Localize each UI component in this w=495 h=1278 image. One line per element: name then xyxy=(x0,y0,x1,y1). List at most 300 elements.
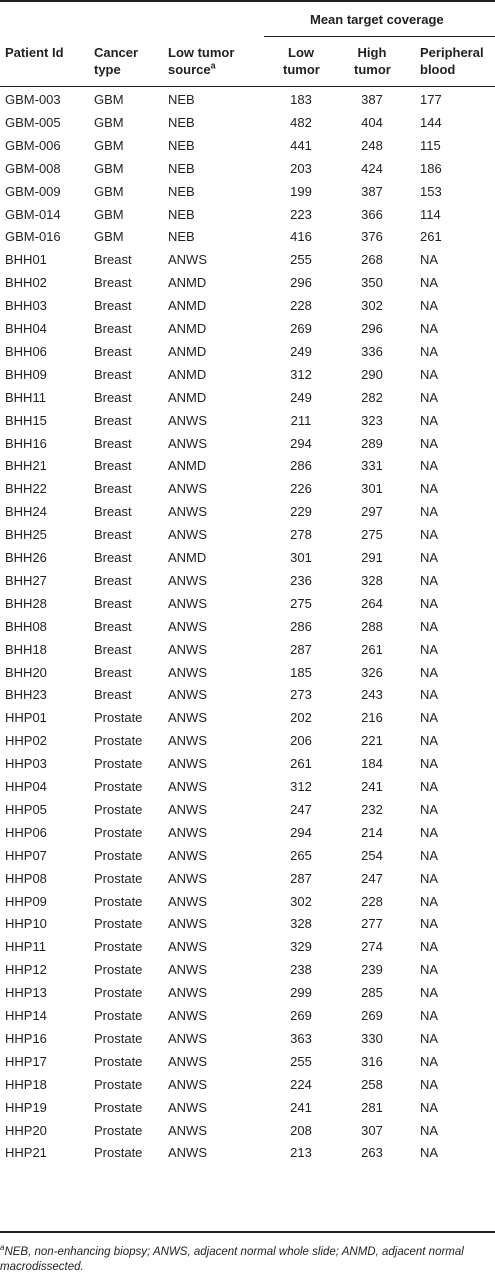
low-tumor-source-cell: ANWS xyxy=(168,252,207,268)
patient-id-cell: BHH15 xyxy=(5,412,47,428)
cancer-type-cell: Prostate xyxy=(94,1030,143,1046)
high-tumor-cell: 296 xyxy=(361,321,383,336)
low-tumor-source-cell: NEB xyxy=(168,137,195,153)
table-row xyxy=(0,387,495,409)
table-row xyxy=(0,1005,495,1027)
table-row xyxy=(0,1074,495,1096)
cancer-type-cell: Prostate xyxy=(94,710,143,726)
table-row xyxy=(0,1142,495,1164)
table-row xyxy=(0,822,495,844)
low-tumor-source-cell: ANWS xyxy=(168,435,207,451)
table-row xyxy=(0,868,495,890)
patient-id-cell: BHH03 xyxy=(5,298,47,314)
cancer-type-cell: Prostate xyxy=(94,893,143,909)
low-tumor-cell: 199 xyxy=(290,183,312,199)
low-tumor-cell: 213 xyxy=(290,1145,312,1161)
high-tumor-cell: 326 xyxy=(361,664,383,680)
table-row xyxy=(0,593,495,615)
peripheral-blood-cell: 114 xyxy=(420,206,441,222)
patient-id-cell: HHP16 xyxy=(5,1030,47,1046)
low-tumor-source-cell: ANMD xyxy=(168,389,207,405)
low-tumor-cell: 249 xyxy=(290,389,312,405)
low-tumor-source-cell: ANWS xyxy=(168,847,207,863)
cancer-type-cell: Breast xyxy=(94,412,132,428)
low-tumor-cell: 223 xyxy=(290,206,312,222)
low-tumor-cell: 312 xyxy=(290,366,312,382)
low-tumor-cell: 287 xyxy=(290,641,312,657)
high-tumor-cell: 323 xyxy=(361,412,383,428)
high-tumor-cell: 328 xyxy=(361,572,383,588)
low-tumor-cell: 286 xyxy=(290,458,312,474)
low-tumor-cell: 302 xyxy=(290,893,312,909)
low-tumor-source-cell: ANMD xyxy=(168,458,207,474)
peripheral-blood-cell: NA xyxy=(420,527,439,543)
low-tumor-cell: 206 xyxy=(290,733,312,749)
table-row xyxy=(0,249,495,271)
low-tumor-cell: 265 xyxy=(290,847,312,863)
patient-id-cell: GBM-006 xyxy=(5,137,61,153)
cancer-type-cell: Prostate xyxy=(94,939,143,955)
high-tumor-cell: 307 xyxy=(361,1122,383,1138)
table-row xyxy=(0,776,495,798)
peripheral-blood-cell: NA xyxy=(420,1145,439,1161)
high-tumor-cell: 228 xyxy=(361,893,383,909)
low-tumor-cell: 301 xyxy=(290,550,312,565)
peripheral-blood-cell: NA xyxy=(420,458,439,474)
header-low-tumor-source: Low tumor source$^a$ xyxy=(168,45,235,77)
header-low-tumor: Low tumor xyxy=(283,45,320,77)
high-tumor-cell: 316 xyxy=(361,1053,383,1069)
patient-id-cell: HHP13 xyxy=(5,985,47,1001)
low-tumor-cell: 228 xyxy=(290,298,312,314)
low-tumor-source-cell: ANWS xyxy=(168,870,207,886)
high-tumor-cell: 269 xyxy=(361,1008,383,1023)
table-row xyxy=(0,753,495,775)
table-row xyxy=(0,1097,495,1119)
header-peripheral-blood: Peripheral blood xyxy=(420,45,484,77)
cancer-type-cell: Prostate xyxy=(94,1076,143,1092)
top-rule xyxy=(0,0,495,2)
cancer-type-cell: Breast xyxy=(94,572,132,588)
peripheral-blood-cell: NA xyxy=(420,1076,439,1092)
high-tumor-cell: 263 xyxy=(361,1145,383,1161)
low-tumor-cell: 208 xyxy=(290,1122,312,1138)
peripheral-blood-cell: NA xyxy=(420,733,439,749)
high-tumor-cell: 301 xyxy=(361,481,383,497)
peripheral-blood-cell: NA xyxy=(420,1099,439,1115)
peripheral-blood-cell: NA xyxy=(420,710,439,726)
table-row xyxy=(0,524,495,546)
low-tumor-source-cell: ANWS xyxy=(168,733,207,749)
table-row xyxy=(0,845,495,867)
patient-id-cell: BHH09 xyxy=(5,366,47,382)
low-tumor-source-cell: ANMD xyxy=(168,321,207,336)
patient-id-cell: HHP06 xyxy=(5,824,47,840)
header-patient-id: Patient Id xyxy=(5,45,64,60)
table-row xyxy=(0,478,495,500)
header-rule xyxy=(0,86,495,87)
peripheral-blood-cell: NA xyxy=(420,1008,439,1023)
low-tumor-source-cell: NEB xyxy=(168,206,195,222)
cancer-type-cell: Prostate xyxy=(94,801,143,817)
patient-id-cell: BHH22 xyxy=(5,481,47,497)
high-tumor-cell: 261 xyxy=(361,641,383,657)
cancer-type-cell: Breast xyxy=(94,343,132,359)
cancer-type-cell: Prostate xyxy=(94,985,143,1001)
table-row xyxy=(0,455,495,477)
peripheral-blood-cell: NA xyxy=(420,756,439,772)
table-row xyxy=(0,226,495,248)
cancer-type-cell: Prostate xyxy=(94,733,143,749)
peripheral-blood-cell: NA xyxy=(420,1053,439,1069)
peripheral-blood-cell: 115 xyxy=(420,137,441,153)
low-tumor-cell: 296 xyxy=(290,275,312,291)
bottom-rule xyxy=(0,1231,495,1233)
high-tumor-cell: 221 xyxy=(361,733,383,749)
low-tumor-cell: 249 xyxy=(290,343,312,359)
peripheral-blood-cell: NA xyxy=(420,779,439,794)
low-tumor-source-cell: ANMD xyxy=(168,343,207,359)
patient-id-cell: GBM-003 xyxy=(5,92,61,107)
high-tumor-cell: 289 xyxy=(361,435,383,451)
table-row xyxy=(0,341,495,363)
peripheral-blood-cell: NA xyxy=(420,252,439,268)
cancer-type-cell: Prostate xyxy=(94,1053,143,1069)
low-tumor-cell: 273 xyxy=(290,687,312,703)
cancer-type-cell: Breast xyxy=(94,550,132,565)
low-tumor-source-cell: ANWS xyxy=(168,504,207,520)
cancer-type-cell: GBM xyxy=(94,206,124,222)
patient-id-cell: BHH16 xyxy=(5,435,47,451)
cancer-type-cell: Prostate xyxy=(94,847,143,863)
low-tumor-cell: 299 xyxy=(290,985,312,1001)
low-tumor-cell: 278 xyxy=(290,527,312,543)
low-tumor-cell: 247 xyxy=(290,801,312,817)
table-row xyxy=(0,684,495,706)
low-tumor-source-cell: ANWS xyxy=(168,801,207,817)
cancer-type-cell: Prostate xyxy=(94,1145,143,1161)
peripheral-blood-cell: NA xyxy=(420,847,439,863)
cancer-type-cell: Breast xyxy=(94,687,132,703)
high-tumor-cell: 376 xyxy=(361,229,383,245)
high-tumor-cell: 268 xyxy=(361,252,383,268)
high-tumor-cell: 387 xyxy=(361,183,383,199)
cancer-type-cell: Breast xyxy=(94,527,132,543)
high-tumor-cell: 424 xyxy=(361,160,383,176)
table-row xyxy=(0,318,495,340)
low-tumor-cell: 269 xyxy=(290,1008,312,1023)
low-tumor-cell: 241 xyxy=(290,1099,312,1115)
low-tumor-cell: 329 xyxy=(290,939,312,955)
patient-id-cell: BHH28 xyxy=(5,595,47,611)
peripheral-blood-cell: NA xyxy=(420,595,439,611)
patient-id-cell: GBM-008 xyxy=(5,160,61,176)
low-tumor-cell: 255 xyxy=(290,1053,312,1069)
low-tumor-source-cell: ANWS xyxy=(168,1122,207,1138)
patient-id-cell: BHH11 xyxy=(5,389,46,405)
table-row xyxy=(0,936,495,958)
peripheral-blood-cell: 153 xyxy=(420,183,442,199)
cancer-type-cell: Prostate xyxy=(94,916,143,932)
high-tumor-cell: 281 xyxy=(361,1099,383,1115)
high-tumor-cell: 239 xyxy=(361,962,383,978)
low-tumor-source-cell: ANWS xyxy=(168,527,207,543)
high-tumor-cell: 184 xyxy=(361,756,383,772)
patient-id-cell: BHH06 xyxy=(5,343,47,359)
high-tumor-cell: 291 xyxy=(361,550,383,565)
table-row xyxy=(0,913,495,935)
table-row xyxy=(0,707,495,729)
cancer-type-cell: Prostate xyxy=(94,779,143,794)
low-tumor-source-cell: ANWS xyxy=(168,412,207,428)
patient-id-cell: GBM-005 xyxy=(5,114,61,130)
high-tumor-cell: 297 xyxy=(361,504,383,520)
table-row xyxy=(0,570,495,592)
low-tumor-source-cell: ANWS xyxy=(168,916,207,932)
high-tumor-cell: 290 xyxy=(361,366,383,382)
peripheral-blood-cell: 261 xyxy=(420,229,442,245)
high-tumor-cell: 302 xyxy=(361,298,383,314)
peripheral-blood-cell: NA xyxy=(420,618,439,634)
patient-id-cell: HHP03 xyxy=(5,756,47,772)
peripheral-blood-cell: NA xyxy=(420,687,439,703)
table-row xyxy=(0,799,495,821)
table-row xyxy=(0,959,495,981)
patient-id-cell: BHH08 xyxy=(5,618,47,634)
low-tumor-source-cell: ANWS xyxy=(168,1099,207,1115)
low-tumor-source-cell: NEB xyxy=(168,114,195,130)
peripheral-blood-cell: NA xyxy=(420,572,439,588)
patient-id-cell: HHP01 xyxy=(5,710,47,726)
low-tumor-cell: 328 xyxy=(290,916,312,932)
patient-id-cell: GBM-009 xyxy=(5,183,61,199)
table-row xyxy=(0,112,495,134)
table-row xyxy=(0,272,495,294)
patient-id-cell: BHH21 xyxy=(5,458,47,474)
table-row xyxy=(0,158,495,180)
high-tumor-cell: 277 xyxy=(361,916,383,932)
peripheral-blood-cell: NA xyxy=(420,389,439,405)
low-tumor-cell: 269 xyxy=(290,321,312,336)
low-tumor-cell: 255 xyxy=(290,252,312,268)
low-tumor-source-cell: ANWS xyxy=(168,893,207,909)
low-tumor-source-cell: NEB xyxy=(168,92,195,107)
high-tumor-cell: 247 xyxy=(361,870,383,886)
cancer-type-cell: Breast xyxy=(94,366,132,382)
cancer-type-cell: Prostate xyxy=(94,1099,143,1115)
peripheral-blood-cell: NA xyxy=(420,343,439,359)
patient-id-cell: BHH02 xyxy=(5,275,47,291)
patient-id-cell: BHH25 xyxy=(5,527,47,543)
low-tumor-source-cell: NEB xyxy=(168,229,195,245)
peripheral-blood-cell: 177 xyxy=(420,92,442,107)
low-tumor-cell: 226 xyxy=(290,481,312,497)
table-row xyxy=(0,89,495,111)
low-tumor-source-cell: ANWS xyxy=(168,756,207,772)
table-row xyxy=(0,547,495,569)
patient-id-cell: HHP07 xyxy=(5,847,47,863)
cancer-type-cell: GBM xyxy=(94,183,124,199)
high-tumor-cell: 241 xyxy=(361,779,383,794)
peripheral-blood-cell: NA xyxy=(420,801,439,817)
patient-id-cell: BHH27 xyxy=(5,572,47,588)
header-cancer-type: Cancer type xyxy=(94,45,139,77)
cancer-type-cell: Breast xyxy=(94,298,132,314)
table-row xyxy=(0,982,495,1004)
patient-id-cell: HHP11 xyxy=(5,939,46,955)
peripheral-blood-cell: NA xyxy=(420,321,439,336)
low-tumor-source-cell: ANWS xyxy=(168,641,207,657)
low-tumor-source-cell: ANWS xyxy=(168,962,207,978)
table-row xyxy=(0,364,495,386)
low-tumor-source-cell: ANWS xyxy=(168,985,207,1001)
table-row xyxy=(0,295,495,317)
low-tumor-source-cell: ANWS xyxy=(168,779,207,794)
low-tumor-source-cell: ANWS xyxy=(168,1030,207,1046)
low-tumor-cell: 286 xyxy=(290,618,312,634)
patient-id-cell: HHP05 xyxy=(5,801,47,817)
high-tumor-cell: 216 xyxy=(361,710,383,726)
low-tumor-cell: 363 xyxy=(290,1030,312,1046)
peripheral-blood-cell: 186 xyxy=(420,160,442,176)
cancer-type-cell: GBM xyxy=(94,114,124,130)
low-tumor-source-cell: ANWS xyxy=(168,1053,207,1069)
patient-id-cell: HHP17 xyxy=(5,1053,47,1069)
patient-id-cell: GBM-014 xyxy=(5,206,61,222)
high-tumor-cell: 232 xyxy=(361,801,383,817)
low-tumor-source-cell: ANWS xyxy=(168,1008,207,1023)
patient-id-cell: BHH26 xyxy=(5,550,47,565)
low-tumor-cell: 441 xyxy=(290,137,312,153)
peripheral-blood-cell: NA xyxy=(420,1030,439,1046)
low-tumor-cell: 294 xyxy=(290,824,312,840)
high-tumor-cell: 274 xyxy=(361,939,383,955)
peripheral-blood-cell: NA xyxy=(420,664,439,680)
low-tumor-source-cell: ANWS xyxy=(168,687,207,703)
patient-id-cell: HHP10 xyxy=(5,916,47,932)
cancer-type-cell: Breast xyxy=(94,321,132,336)
high-tumor-cell: 404 xyxy=(361,114,383,130)
low-tumor-source-cell: ANMD xyxy=(168,275,207,291)
low-tumor-source-cell: ANWS xyxy=(168,572,207,588)
low-tumor-source-cell: ANWS xyxy=(168,1145,207,1161)
table-row xyxy=(0,1051,495,1073)
group-header: Mean target coverage xyxy=(310,12,444,27)
patient-id-cell: HHP18 xyxy=(5,1076,47,1092)
low-tumor-source-cell: ANMD xyxy=(168,366,207,382)
peripheral-blood-cell: NA xyxy=(420,298,439,314)
peripheral-blood-cell: NA xyxy=(420,824,439,840)
peripheral-blood-cell: NA xyxy=(420,962,439,978)
cancer-type-cell: Prostate xyxy=(94,962,143,978)
peripheral-blood-cell: NA xyxy=(420,985,439,1001)
table-row xyxy=(0,891,495,913)
table-row xyxy=(0,662,495,684)
low-tumor-source-cell: ANWS xyxy=(168,595,207,611)
cancer-type-cell: Breast xyxy=(94,664,132,680)
patient-id-cell: GBM-016 xyxy=(5,229,61,245)
low-tumor-cell: 202 xyxy=(290,710,312,726)
cancer-type-cell: Breast xyxy=(94,275,132,291)
header-high-tumor: High tumor xyxy=(354,45,391,77)
high-tumor-cell: 288 xyxy=(361,618,383,634)
peripheral-blood-cell: NA xyxy=(420,893,439,909)
low-tumor-cell: 287 xyxy=(290,870,312,886)
group-rule xyxy=(264,36,495,37)
high-tumor-cell: 350 xyxy=(361,275,383,291)
table-row xyxy=(0,1120,495,1142)
low-tumor-source-cell: ANMD xyxy=(168,550,207,565)
cancer-type-cell: GBM xyxy=(94,92,124,107)
low-tumor-cell: 261 xyxy=(290,756,312,772)
table-row xyxy=(0,616,495,638)
patient-id-cell: HHP02 xyxy=(5,733,47,749)
low-tumor-source-cell: ANWS xyxy=(168,481,207,497)
table-row xyxy=(0,1028,495,1050)
peripheral-blood-cell: NA xyxy=(420,1122,439,1138)
cancer-type-cell: Breast xyxy=(94,435,132,451)
cancer-type-cell: GBM xyxy=(94,229,124,245)
cancer-type-cell: Prostate xyxy=(94,870,143,886)
high-tumor-cell: 331 xyxy=(361,458,383,474)
cancer-type-cell: Breast xyxy=(94,618,132,634)
low-tumor-cell: 416 xyxy=(290,229,312,245)
low-tumor-cell: 275 xyxy=(290,595,312,611)
cancer-type-cell: GBM xyxy=(94,160,124,176)
cancer-type-cell: Breast xyxy=(94,458,132,474)
high-tumor-cell: 285 xyxy=(361,985,383,1001)
low-tumor-source-cell: ANMD xyxy=(168,298,207,314)
patient-id-cell: HHP12 xyxy=(5,962,47,978)
low-tumor-cell: 203 xyxy=(290,160,312,176)
low-tumor-cell: 211 xyxy=(290,412,312,428)
footnote: $^a$NEB, non-enhancing biopsy; ANWS, adjacent normal whole slide; ANMD, adjacent normal macrodissected. xyxy=(0,1243,464,1273)
low-tumor-source-cell: ANWS xyxy=(168,939,207,955)
high-tumor-cell: 336 xyxy=(361,343,383,359)
high-tumor-cell: 258 xyxy=(361,1076,383,1092)
low-tumor-cell: 229 xyxy=(290,504,312,520)
low-tumor-source-cell: ANWS xyxy=(168,710,207,726)
cancer-type-cell: Prostate xyxy=(94,756,143,772)
patient-id-cell: BHH20 xyxy=(5,664,47,680)
high-tumor-cell: 248 xyxy=(361,137,383,153)
high-tumor-cell: 214 xyxy=(361,824,383,840)
high-tumor-cell: 330 xyxy=(361,1030,383,1046)
cancer-type-cell: Breast xyxy=(94,389,132,405)
peripheral-blood-cell: NA xyxy=(420,550,439,565)
low-tumor-cell: 183 xyxy=(290,92,312,107)
peripheral-blood-cell: NA xyxy=(420,412,439,428)
peripheral-blood-cell: 144 xyxy=(420,114,442,130)
low-tumor-cell: 185 xyxy=(290,664,312,680)
patient-id-cell: HHP21 xyxy=(5,1145,47,1161)
patient-id-cell: BHH04 xyxy=(5,321,47,336)
low-tumor-cell: 312 xyxy=(290,779,312,794)
patient-id-cell: BHH23 xyxy=(5,687,47,703)
table-row xyxy=(0,181,495,203)
high-tumor-cell: 243 xyxy=(361,687,383,703)
high-tumor-cell: 264 xyxy=(361,595,383,611)
cancer-type-cell: Breast xyxy=(94,595,132,611)
high-tumor-cell: 366 xyxy=(361,206,383,222)
high-tumor-cell: 254 xyxy=(361,847,383,863)
table-row xyxy=(0,501,495,523)
low-tumor-source-cell: ANWS xyxy=(168,664,207,680)
low-tumor-cell: 238 xyxy=(290,962,312,978)
cancer-type-cell: Prostate xyxy=(94,1122,143,1138)
cancer-type-cell: GBM xyxy=(94,137,124,153)
patient-id-cell: HHP14 xyxy=(5,1008,47,1023)
